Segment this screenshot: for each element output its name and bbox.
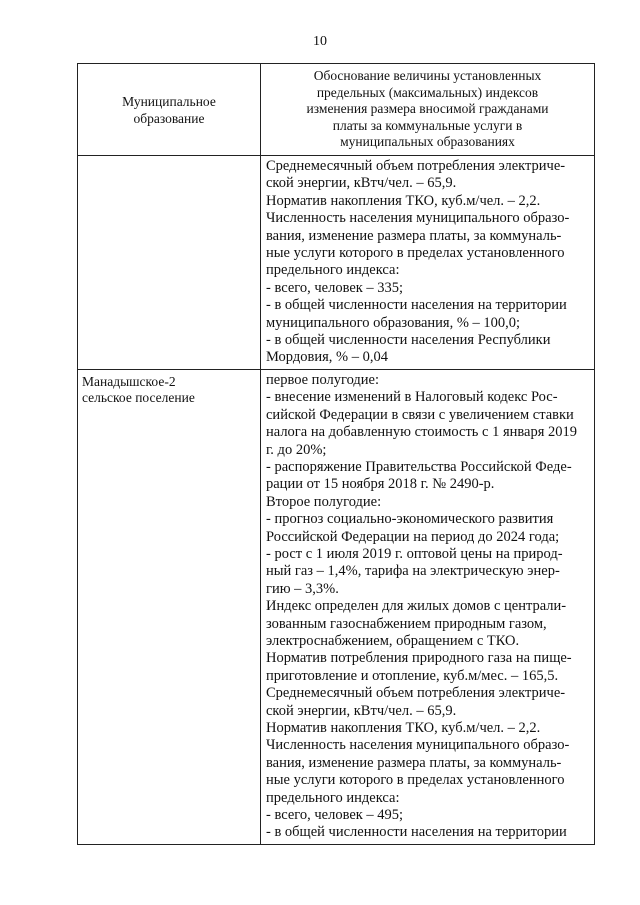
text-line: - внесение изменений в Налоговый кодекс Рос- xyxy=(266,389,558,406)
text-line: - всего, человек – 495; xyxy=(266,807,404,824)
text-line: - распоряжение Правительства Российской Феде- xyxy=(266,458,572,475)
text-line: рации от 15 ноября 2018 г. № 2490-р. xyxy=(266,476,495,493)
text-line: Численность населения муниципального образо- xyxy=(266,210,570,227)
table-header-row xyxy=(78,64,595,156)
text-line: Норматив потребления природного газа на пище- xyxy=(266,650,572,667)
justification-text xyxy=(261,370,594,844)
text-line: - рост с 1 июля 2019 г. оптовой цены на природ- xyxy=(266,545,563,562)
text-line: приготовление и отопление, куб.м/мес. – 165,5. xyxy=(266,667,559,684)
text-line: муниципального образования, % – 100,0; xyxy=(266,314,521,331)
text-line: - в общей численности населения Республики xyxy=(266,332,551,349)
text-line: ный газ – 1,4%, тарифа на электрическую энер- xyxy=(266,563,560,580)
text-line: - прогноз социально-экономического развития xyxy=(266,511,554,528)
text-line: налога на добавленную стоимость с 1 января 2019 xyxy=(266,424,578,441)
text-line: Норматив накопления ТКО, куб.м/чел. – 2,2. xyxy=(266,192,541,209)
text-line: ные услуги которого в пределах установленного xyxy=(266,245,565,262)
header-justification xyxy=(261,64,595,156)
text-line: Норматив накопления ТКО, куб.м/чел. – 2,2. xyxy=(266,720,541,736)
text-line: первое полугодие: xyxy=(266,371,380,388)
justification-cell xyxy=(261,369,595,844)
text-line: электроснабжением, обращением с ТКО. xyxy=(266,632,520,649)
page-number: 10 xyxy=(313,34,327,49)
text-line: гию – 3,3%. xyxy=(266,580,339,597)
text-line: - всего, человек – 335; xyxy=(266,279,404,296)
header-col1-line: образование xyxy=(133,110,205,126)
text-line: вания, изменение размера платы, за коммуналь- xyxy=(266,227,562,244)
text-line: сийской Федерации в связи с увеличением ставки xyxy=(266,406,574,423)
justification-text xyxy=(261,156,594,369)
text-line: - в общей численности населения на территории xyxy=(266,297,567,314)
text-line: ской энергии, кВтч/чел. – 65,9. xyxy=(266,702,457,719)
header-col2-line: муниципальных образованиях xyxy=(340,134,515,149)
text-line: Мордовия, % – 0,04 xyxy=(266,349,388,366)
municipality-name-line: сельское поселение xyxy=(82,390,195,406)
header-col1-line: Муниципальное xyxy=(122,93,216,109)
header-municipality xyxy=(78,64,261,156)
text-line: ской энергии, кВтч/чел. – 65,9. xyxy=(266,175,457,192)
header-col2-line: предельных (максимальных) индексов xyxy=(316,84,539,100)
text-line: предельного индекса: xyxy=(266,262,400,279)
text-line: зованным газоснабжением природным газом, xyxy=(266,615,547,632)
municipality-name-line: Манадышское-2 xyxy=(82,373,176,389)
header-col2-line: платы за коммунальные услуги в xyxy=(332,117,523,133)
text-line: предельного индекса: xyxy=(266,789,400,806)
text-line: Среднемесячный объем потребления электриче- xyxy=(266,685,566,702)
text-line: ные услуги которого в пределах установленного xyxy=(266,772,565,789)
text-line: Российской Федерации на период до 2024 года; xyxy=(266,528,560,545)
text-line: Численность населения муниципального образо- xyxy=(266,737,570,754)
header-col2-line: Обоснование величины установленных xyxy=(313,68,542,83)
header-col2-line: изменения размера вносимой гражданами xyxy=(306,101,549,116)
municipality-name xyxy=(78,156,260,160)
text-line: - в общей численности населения на территории xyxy=(266,824,567,841)
text-line: Второе полугодие: xyxy=(266,493,382,510)
municipality-name xyxy=(78,370,260,407)
text-line: Среднемесячный объем потребления электриче- xyxy=(266,158,566,174)
document-table xyxy=(77,63,595,845)
table-row xyxy=(78,369,595,844)
text-line: Индекс определен для жилых домов с централи- xyxy=(266,598,567,615)
text-line: вания, изменение размера платы, за коммуналь- xyxy=(266,754,562,771)
text-line: г. до 20%; xyxy=(266,441,327,458)
municipality-cell xyxy=(78,156,261,370)
table-row xyxy=(78,156,595,370)
justification-cell xyxy=(261,156,595,370)
municipality-cell xyxy=(78,369,261,844)
